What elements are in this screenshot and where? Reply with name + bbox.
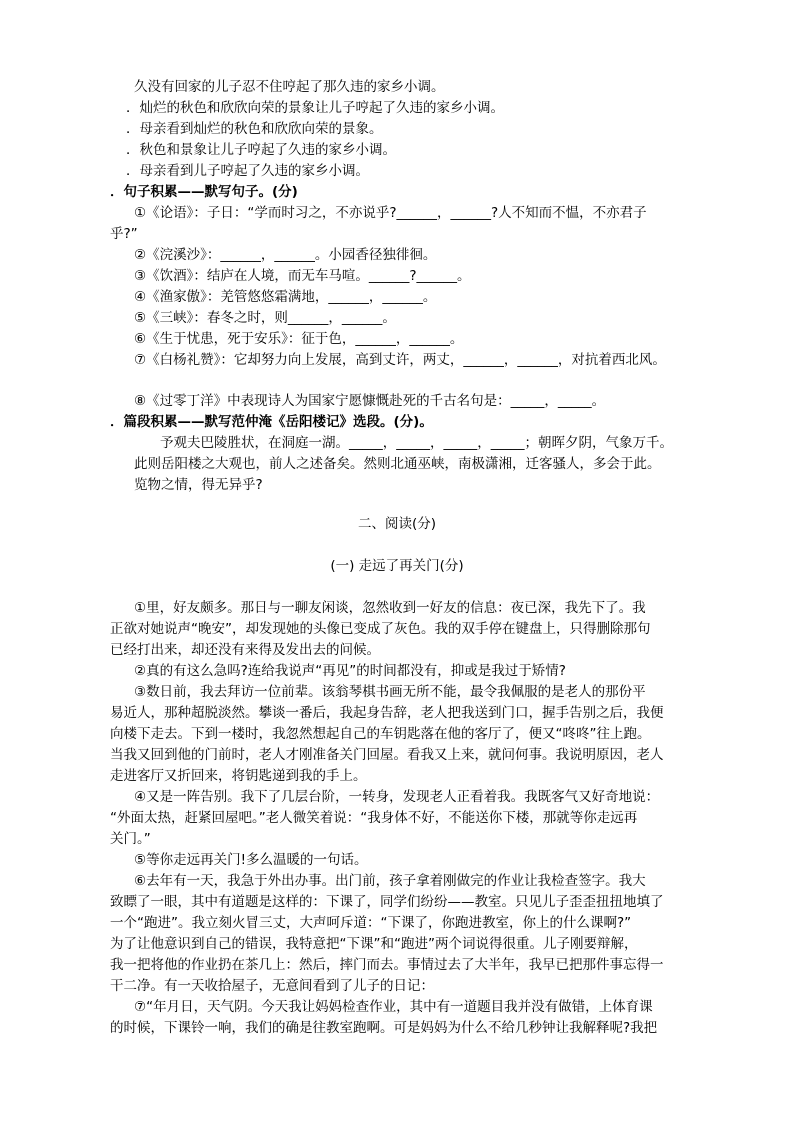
option-intro: 久没有回家的儿子忍不住哼起了那久违的家乡小调。: [134, 79, 445, 95]
article-line: “外面太热，赶紧回屋吧。”老人微笑着说：“我身体不好，不能送你下楼，那就等你走远再: [110, 810, 638, 826]
article-line: 当我又回到他的门前时，老人才刚准备关门回屋。看我又上来，就问何事。我说明原因，老人: [110, 747, 664, 763]
passage-line3: 览物之情，得无异乎?: [134, 477, 263, 493]
sentence-q5: ⑤《三峡》：春冬之时，则______，______。: [134, 310, 396, 326]
article-line: 易近人，那种超脱淡然。攀谈一番后，我起身告辞，老人把我送到门口，握手告别之后，我便: [110, 705, 664, 721]
article-line: 走进客厅又折回来，将钥匙递到我的手上。: [110, 768, 367, 784]
sentence-q1-line2: 乎?”: [110, 226, 138, 242]
article-line: 已经打出来，却还没有来得及发出去的问候。: [110, 642, 380, 658]
option-d: ．母亲看到儿子哼起了久违的家乡小调。: [126, 163, 369, 179]
passage-section-heading: ．篇段积累——默写范仲淹《岳阳楼记》选段。(分)。: [110, 414, 433, 430]
article-line: ⑦“年月日，天气阴。今天我让妈妈检查作业，其中有一道题目我并没有做错，上体育课: [134, 999, 653, 1015]
article-line: 一个“跑进”。我立刻火冒三丈，大声呵斥道：“下课了，你跑进教室，你上的什么课啊?”: [110, 915, 632, 931]
passage-line2: 此则岳阳楼之大观也，前人之述备矣。然则北通巫峡，南极潇湘，迁客骚人，多会于此。: [134, 456, 661, 472]
article-line: 的时候，下课铃一响，我们的确是往教室跑啊。可是妈妈为什么不给几秒钟让我解释呢?我把: [110, 1020, 658, 1036]
article-line: 正欲对她说声“晚安”，却发现她的头像已变成了灰色。我的双手停在键盘上，只得删除那句: [110, 621, 651, 637]
sentence-q6: ⑥《生于忧患，死于安乐》：征于色，______，______。: [134, 331, 464, 347]
article-line: 致瞟了一眼，其中有道题是这样的：下课了，同学们纷纷——教室。只见儿子歪歪扭扭地填了: [110, 894, 664, 910]
option-a: ．灿烂的秋色和欣欣向荣的景象让儿子哼起了久违的家乡小调。: [126, 100, 504, 116]
article-line: ①里，好友颇多。那日与一聊友闲谈，忽然收到一好友的信息：夜已深，我先下了。我: [134, 600, 646, 616]
article-line: 向楼下走去。下到一楼时，我忽然想起自己的车钥匙落在他的客厅了，便又“咚咚”往上跑。: [110, 726, 651, 742]
article-line: ④又是一阵告别。我下了几层台阶，一转身，发现老人正看着我。我既客气又好奇地说：: [134, 789, 660, 805]
sentence-section-heading: ．句子积累——默写句子。(分): [110, 184, 298, 200]
passage-line1: 予观夫巴陵胜状，在洞庭一湖。_____，_____，_____，_____；朝晖夕阴，气象万千。: [160, 435, 673, 451]
article-line: 为了让他意识到自己的错误，我特意把“下课”和“跑进”两个词说得很重。儿子刚要辩解，: [110, 936, 638, 952]
sentence-q4: ④《渔家傲》：羌管悠悠霜满地，______，______。: [134, 289, 437, 305]
article-line: ⑥去年有一天，我急于外出办事。出门前，孩子拿着刚做完的作业让我检查签字。我大: [134, 873, 646, 889]
article-line: 我一把将他的作业扔在茶几上：然后，摔门而去。事情过去了大半年，我早已把那件事忘得一: [110, 957, 664, 973]
sentence-q2: ②《浣溪沙》：______，______。小园香径独徘徊。: [134, 247, 437, 263]
article-line: ②真的有这么急吗?连给我说声“再见”的时间都没有，抑或是我过于矫情?: [134, 663, 566, 679]
reading-article-title: (一) 走远了再关门(分): [330, 558, 464, 574]
sentence-q7: ⑦《白杨礼赞》：它却努力向上发展，高到丈许，两丈，______，______，对抗着西北风。: [134, 352, 666, 368]
option-b: ．母亲看到灿烂的秋色和欣欣向荣的景象。: [126, 121, 383, 137]
article-line: ⑤等你走远再关门!多么温暖的一句话。: [134, 852, 368, 868]
sentence-q8: ⑧《过零丁洋》中表现诗人为国家宁愿慷慨赴死的千古名句是：_____，_____。: [134, 393, 606, 409]
article-line: ③数日前，我去拜访一位前辈。该翁琴棋书画无所不能，最令我佩服的是老人的那份平: [134, 684, 646, 700]
reading-section-title: 二、阅读(分): [357, 516, 437, 532]
article-line: 干二净。有一天收拾屋子，无意间看到了儿子的日记：: [110, 978, 434, 994]
option-c: ．秋色和景象让儿子哼起了久违的家乡小调。: [126, 142, 396, 158]
sentence-q3: ③《饮酒》：结庐在人境，而无车马喧。______?______。: [134, 268, 471, 284]
article-line: 关门。”: [110, 831, 151, 847]
sentence-q1-line1: ①《论语》：子日：“学而时习之，不亦说乎?______，______?人不知而不愠，不亦君子: [134, 205, 647, 221]
